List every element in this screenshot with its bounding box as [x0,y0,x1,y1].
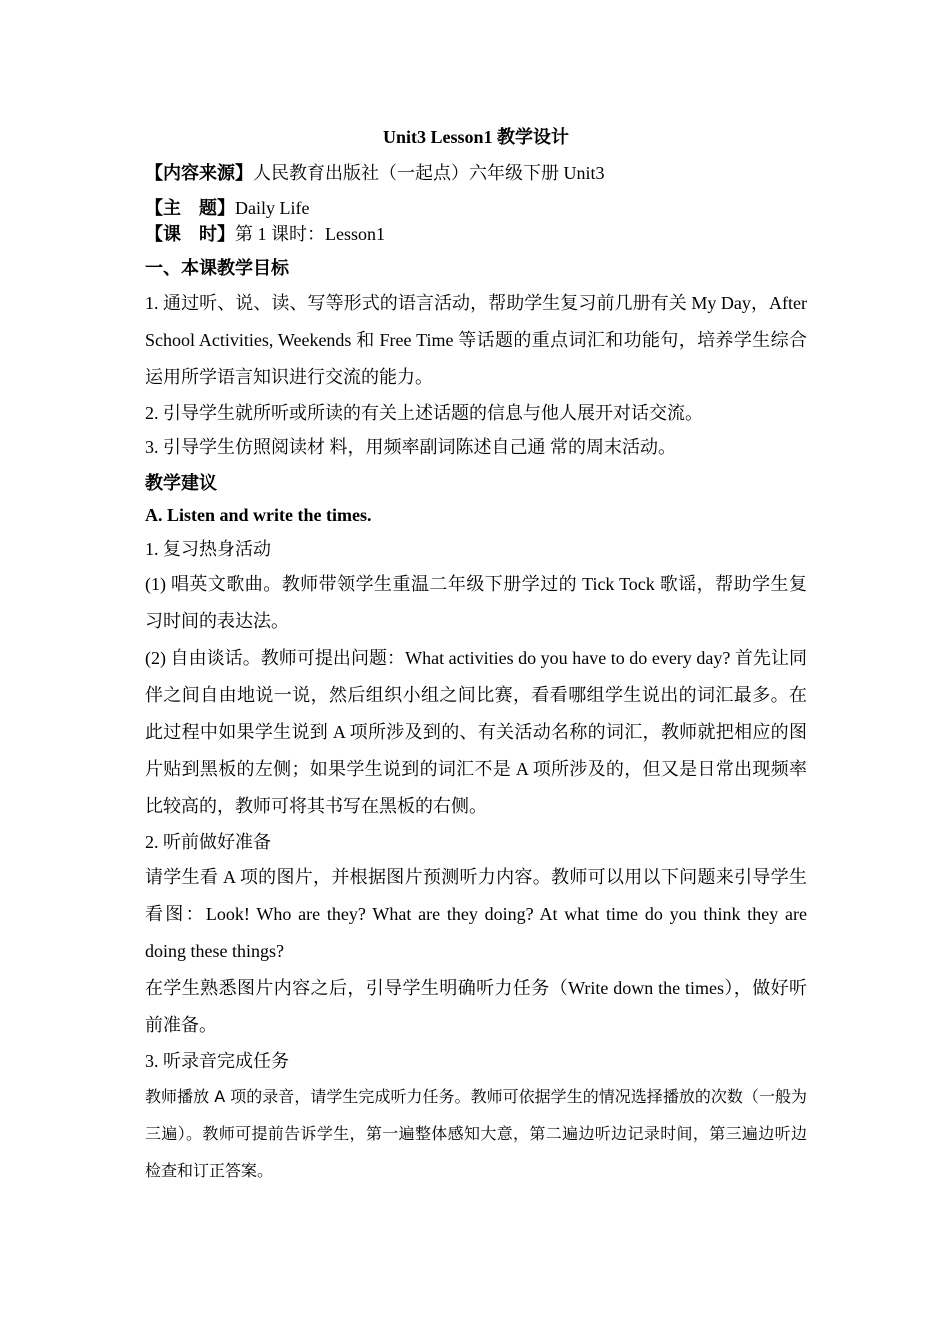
document-title: Unit3 Lesson1 教学设计 [382,127,570,147]
step1-paragraph: (1) 唱英文歌曲。教师带领学生重温二年级下册学过的 Tick Tock 歌谣，帮助学生复习时间的表达法。 [145,574,807,631]
meta-topic [145,195,807,221]
meta-period-value: 第 1 课时：Lesson1 [235,224,385,244]
goal-item: 3. 引导学生仿照阅读材 料，用频率副词陈述自己通 常的周末活动。 [145,437,676,457]
goal-item: 2. 引导学生就所听或所读的有关上述话题的信息与他人展开对话交流。 [145,403,703,423]
step3-heading: 3. 听录音完成任务 [145,1051,289,1071]
meta-period [145,221,807,247]
step2-paragraph: 请学生看 A 项的图片，并根据图片预测听力内容。教师可以用以下问题来引导学生看图：Look! Who are they? What are they doing? At what time do you think they are doing these things? [145,867,807,961]
document-body [145,124,807,1189]
meta-source-value: 人民教育出版社（一起点）六年级下册 Unit3 [253,163,605,183]
step2-paragraph: 在学生熟悉图片内容之后，引导学生明确听力任务（Write down the times），做好听前准备。 [145,978,807,1035]
meta-period-label: 【课 时】 [145,224,235,244]
part-a-heading: A. Listen and write the times. [145,505,372,525]
step1-heading: 1. 复习热身活动 [145,539,271,559]
meta-source [145,160,807,186]
section-heading-goals: 一、本课教学目标 [145,258,289,278]
section-heading-suggestions: 教学建议 [145,473,217,493]
meta-source-label: 【内容来源】 [145,163,253,183]
step1-paragraph: (2) 自由谈话。教师可提出问题：What activities do you have to do every day? 首先让同伴之间自由地说一说，然后组织小组之间比赛，看看哪组学生说出的词汇最多。在此过程中如果学生说到 A 项所涉及到的、有关活动名称的词汇，教师就把相应的图片贴到黑板的左侧；如果学生说到的词汇不是 A 项所涉及的，但又是日常出现频率比较高的，教师可将其书写在黑板的右侧。 [145,648,807,816]
step2-heading: 2. 听前做好准备 [145,832,271,852]
step3-paragraph: 教师播放 A 项的录音，请学生完成听力任务。教师可依据学生的情况选择播放的次数（一般为三遍）。教师可提前告诉学生，第一遍整体感知大意，第二遍边听边记录时间，第三遍边听边检查和订正答案。 [145,1087,807,1180]
meta-topic-label: 【主 题】 [145,198,235,218]
meta-topic-value: Daily Life [235,198,310,218]
goal-item: 1. 通过听、说、读、写等形式的语言活动，帮助学生复习前几册有关 My Day，After School Activities, Weekends 和 Free Time 等话题的重点词汇和功能句，培养学生综合运用所学语言知识进行交流的能力。 [145,293,807,387]
